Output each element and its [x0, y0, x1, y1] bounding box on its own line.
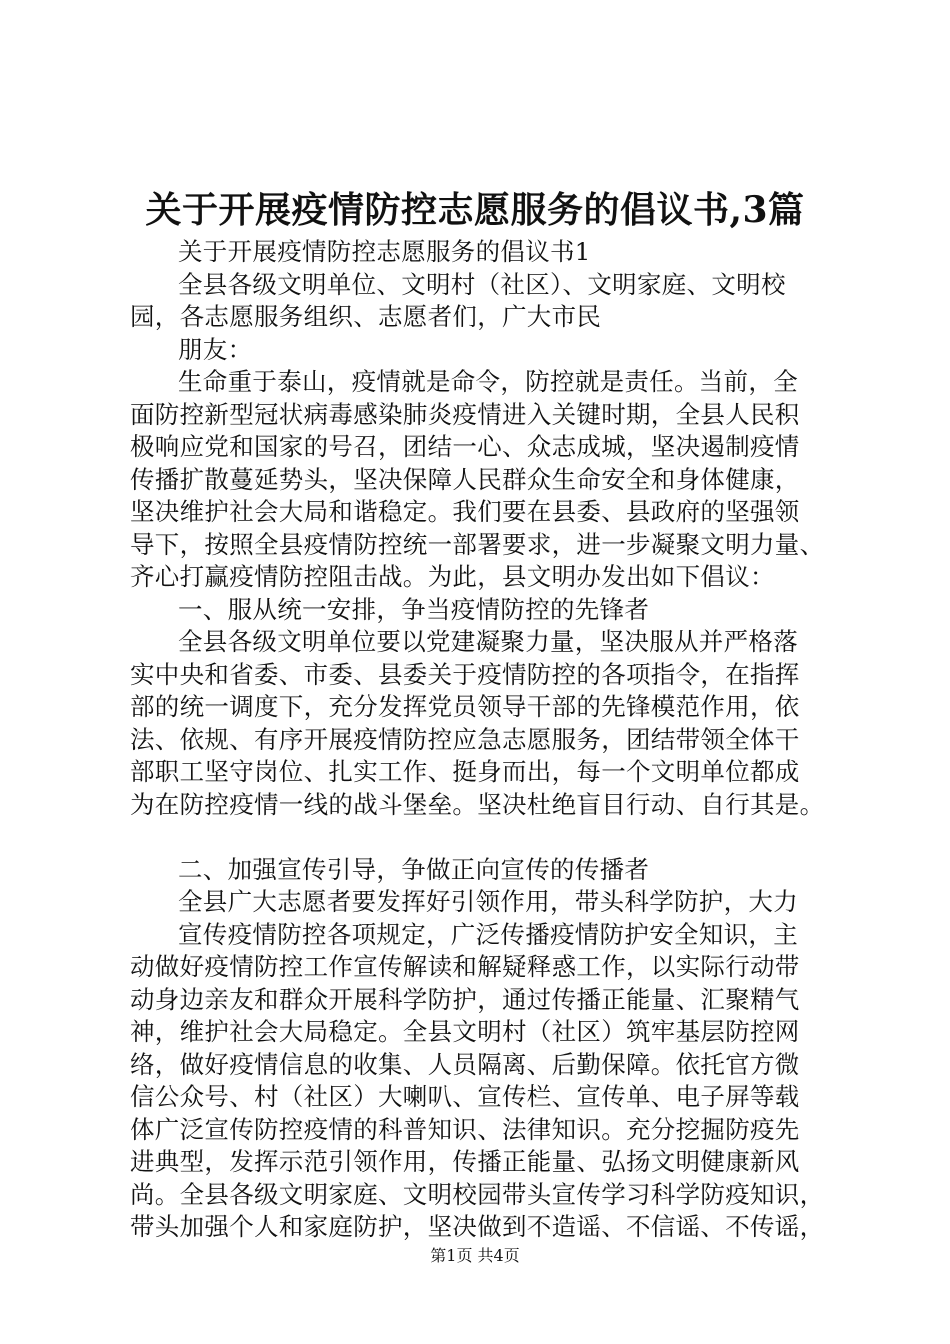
- text-line: 全县各级文明单位要以党建凝聚力量，坚决服从并严格落: [178, 627, 798, 656]
- text-line: 带头加强个人和家庭防护，坚决做到不造谣、不信谣、不传谣，: [130, 1212, 825, 1241]
- text-line: 法、依规、有序开展疫情防控应急志愿服务，团结带领全体干: [130, 724, 800, 754]
- document-body: [130, 236, 842, 1244]
- text-line: 尚。全县各级文明家庭、文明校园带头宣传学习科学防疫知识，: [130, 1179, 825, 1209]
- text-line: 进典型，发挥示范引领作用，传播正能量、弘扬文明健康新风: [130, 1147, 800, 1176]
- text-line: 关于开展疫情防控志愿服务的倡议书1: [178, 237, 591, 266]
- text-line: 朋友：: [178, 334, 253, 364]
- text-line: 坚决维护社会大局和谐稳定。我们要在县委、县政府的坚强领: [130, 497, 800, 526]
- text-line: 面防控新型冠状病毒感染肺炎疫情进入关键时期，全县人民积: [130, 399, 800, 429]
- text-line: 为在防控疫情一线的战斗堡垒。坚决杜绝盲目行动、自行其是。: [130, 789, 825, 819]
- document-title: 关于开展疫情防控志愿服务的倡议书,3篇: [145, 189, 805, 231]
- text-line: 实中央和省委、市委、县委关于疫情防控的各项指令，在指挥: [130, 659, 800, 689]
- text-line: 园，各志愿服务组织、志愿者们，广大市民: [130, 302, 602, 331]
- text-line: 一、服从统一安排，争当疫情防控的先锋者: [178, 594, 650, 624]
- text-line: 部的统一调度下，充分发挥党员领导干部的先锋模范作用，依: [130, 692, 800, 721]
- text-line: 动做好疫情防控工作宣传解读和解疑释惑工作，以实际行动带: [130, 952, 800, 981]
- text-line: 宣传疫情防控各项规定，广泛传播疫情防护安全知识，主: [178, 919, 798, 949]
- text-line: 极响应党和国家的号召，团结一心、众志成城，坚决遏制疫情: [130, 432, 800, 461]
- text-line: 全县广大志愿者要发挥好引领作用，带头科学防护，大力: [178, 887, 798, 916]
- text-line: 动身边亲友和群众开展科学防护，通过传播正能量、汇聚精气: [130, 984, 800, 1014]
- text-line: 体广泛宣传防控疫情的科普知识、法律知识。充分挖掘防疫先: [130, 1114, 800, 1144]
- text-line: 齐心打赢疫情防控阻击战。为此，县文明办发出如下倡议：: [130, 562, 775, 591]
- text-line: 络，做好疫情信息的收集、人员隔离、后勤保障。依托官方微: [130, 1049, 800, 1079]
- text-line: 信公众号、村（社区）大喇叭、宣传栏、宣传单、电子屏等载: [130, 1082, 800, 1111]
- blank-line: [130, 821, 842, 854]
- page-footer: 第1页 共4页: [430, 1246, 520, 1265]
- text-line: 生命重于泰山，疫情就是命令，防控就是责任。当前，全: [178, 367, 798, 396]
- text-line: 神，维护社会大局稳定。全县文明村（社区）筑牢基层防控网: [130, 1017, 800, 1046]
- text-line: 二、加强宣传引导，争做正向宣传的传播者: [178, 854, 650, 884]
- text-line: 全县各级文明单位、文明村（社区）、文明家庭、文明校: [178, 269, 786, 299]
- text-line: 导下，按照全县疫情防控统一部署要求，进一步凝聚文明力量、: [130, 529, 825, 559]
- text-line: 传播扩散蔓延势头，坚决保障人民群众生命安全和身体健康，: [130, 464, 800, 494]
- text-line: 部职工坚守岗位、扎实工作、挺身而出，每一个文明单位都成: [130, 757, 800, 786]
